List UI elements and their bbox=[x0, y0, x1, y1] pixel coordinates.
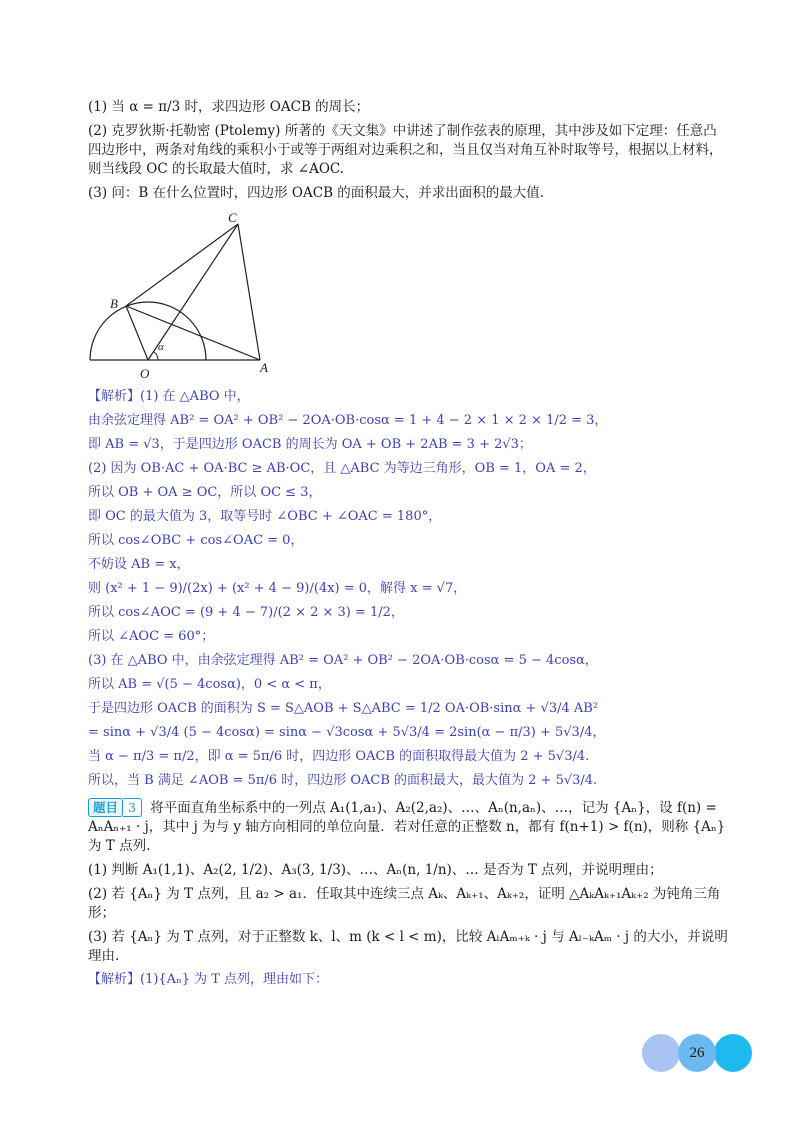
question-part-3: (3) 问：B 在什么位置时，四边形 OACB 的面积最大，并求出面积的最大值. bbox=[88, 185, 545, 201]
angle-arc bbox=[154, 352, 158, 360]
page-badge-circle-right bbox=[714, 1034, 752, 1072]
solution-line: 不妨设 AB = x， bbox=[88, 557, 190, 572]
question-part-2: (2) 克罗狄斯·托勒密 (Ptolemy) 所著的《天文集》中讲述了制作弦表的原理，其中涉及如下定理：任意凸四边形中，两条对角线的乘积小于或等于两组对边乘积之和，当且仅当对角互补时取等号，根据以上材料，则当线段 OC 的长取最大值时，求 ∠AOC. bbox=[88, 123, 723, 177]
page-number-badge bbox=[642, 1034, 752, 1074]
label-o: O bbox=[140, 366, 150, 380]
label-c: C bbox=[228, 210, 237, 225]
problem-3-part-1: (1) 判断 A₁(1,1)、A₂(2, 1/2)、A₃(3, 1/3)、…、Aₙ(n, 1/n)、… 是否为 T 点列，并说明理由； bbox=[88, 862, 663, 878]
solution-block bbox=[88, 388, 728, 790]
solution-line: 即 OC 的最大值为 3，取等号时 ∠OBC + ∠OAC = 180°， bbox=[88, 509, 442, 524]
solution-line: (3) 在 △ABO 中，由余弦定理得 AB² = OA² + OB² − 2OA·OB·cosα = 5 − 4cosα， bbox=[88, 653, 598, 668]
label-a: A bbox=[260, 360, 268, 375]
segment-bc bbox=[126, 224, 238, 306]
solution-line: (2) 因为 OB·AC + OA·BC ≥ AB·OC，且 △ABC 为等边三角形，OB = 1，OA = 2， bbox=[88, 461, 596, 476]
problem-3-stem bbox=[88, 798, 728, 856]
page-number: 26 bbox=[678, 1034, 716, 1072]
label-alpha: α bbox=[158, 341, 164, 353]
solution-line: 所以 cos∠OBC + cos∠OAC = 0， bbox=[88, 533, 304, 548]
solution-line: 所以 OB + OA ≥ OC，所以 OC ≤ 3， bbox=[88, 485, 322, 500]
problem-badge-number: 3 bbox=[123, 798, 142, 817]
problem-3-stem-text: 将平面直角坐标系中的一列点 A₁(1,a₁)、A₂(2,a₂)、…、Aₙ(n,aₙ)、…，记为 {Aₙ}，设 f(n) = AₙAₙ₊₁ · j，其中 j 为与 y 轴方向相同的单位向量．若对任意的正整数 n，都有 f(n+1) > f(n)，则称 {Aₙ} 为 T 点列. bbox=[88, 800, 726, 854]
solution-line: 所以 cos∠AOC = (9 + 4 − 7)/(2 × 2 × 3) = 1/2， bbox=[88, 605, 404, 620]
solution-line: 则 (x² + 1 − 9)/(2x) + (x² + 4 − 9)/(4x) = 0，解得 x = √7， bbox=[88, 581, 467, 596]
problem-3-part-2: (2) 若 {Aₙ} 为 T 点列，且 a₂ > a₁．任取其中连续三点 Aₖ、Aₖ₊₁、Aₖ₊₂，证明 △AₖAₖ₊₁Aₖ₊₂ 为钝角三角形； bbox=[88, 886, 721, 921]
page-badge-circle-left bbox=[642, 1034, 680, 1072]
solution-line: 所以，当 B 满足 ∠AOB = 5π/6 时，四边形 OACB 的面积最大，最大值为 2 + 5√3/4. bbox=[88, 773, 598, 788]
page-content bbox=[88, 98, 728, 995]
solution-line: 当 α − π/3 = π/2，即 α = 5π/6 时，四边形 OACB 的面积取得最大值为 2 + 5√3/4. bbox=[88, 749, 590, 764]
geometry-figure bbox=[88, 210, 288, 380]
solution-line: 由余弦定理得 AB² = OA² + OB² − 2OA·OB·cosα = 1 + 4 − 2 × 1 × 2 × 1/2 = 3， bbox=[88, 413, 608, 428]
solution-line: 即 AB = √3，于是四边形 OACB 的周长为 OA + OB + 2AB = 3 + 2√3； bbox=[88, 437, 532, 452]
segment-ba bbox=[126, 306, 260, 360]
question-part-1: (1) 当 α = π/3 时，求四边形 OACB 的周长； bbox=[88, 99, 370, 115]
problem-3-answer-start: 【解析】(1){Aₙ} 为 T 点列，理由如下： bbox=[88, 972, 329, 987]
label-b: B bbox=[110, 296, 118, 311]
solution-line: 于是四边形 OACB 的面积为 S = S△AOB + S△ABC = 1/2 OA·OB·sinα + √3/4 AB² bbox=[88, 701, 599, 716]
segment-ca bbox=[238, 224, 260, 360]
problem-badge-label: 题目 bbox=[88, 798, 123, 817]
solution-line: 【解析】(1) 在 △ABO 中， bbox=[88, 389, 250, 404]
segment-oc bbox=[148, 224, 238, 360]
problem-3-part-3: (3) 若 {Aₙ} 为 T 点列，对于正整数 k、l、m (k < l < m)，比较 AₗAₘ₊ₖ · j 与 Aₗ₋ₖAₘ · j 的大小，并说明理由. bbox=[88, 929, 728, 964]
solution-line: 所以 ∠AOC = 60°； bbox=[88, 629, 215, 644]
problem-3 bbox=[88, 798, 728, 989]
solution-line: = sinα + √3/4 (5 − 4cosα) = sinα − √3cosα + 5√3/4 = 2sin(α − π/3) + 5√3/4， bbox=[88, 725, 606, 740]
solution-line: 所以 AB = √(5 − 4cosα)，0 < α < π， bbox=[88, 677, 331, 692]
